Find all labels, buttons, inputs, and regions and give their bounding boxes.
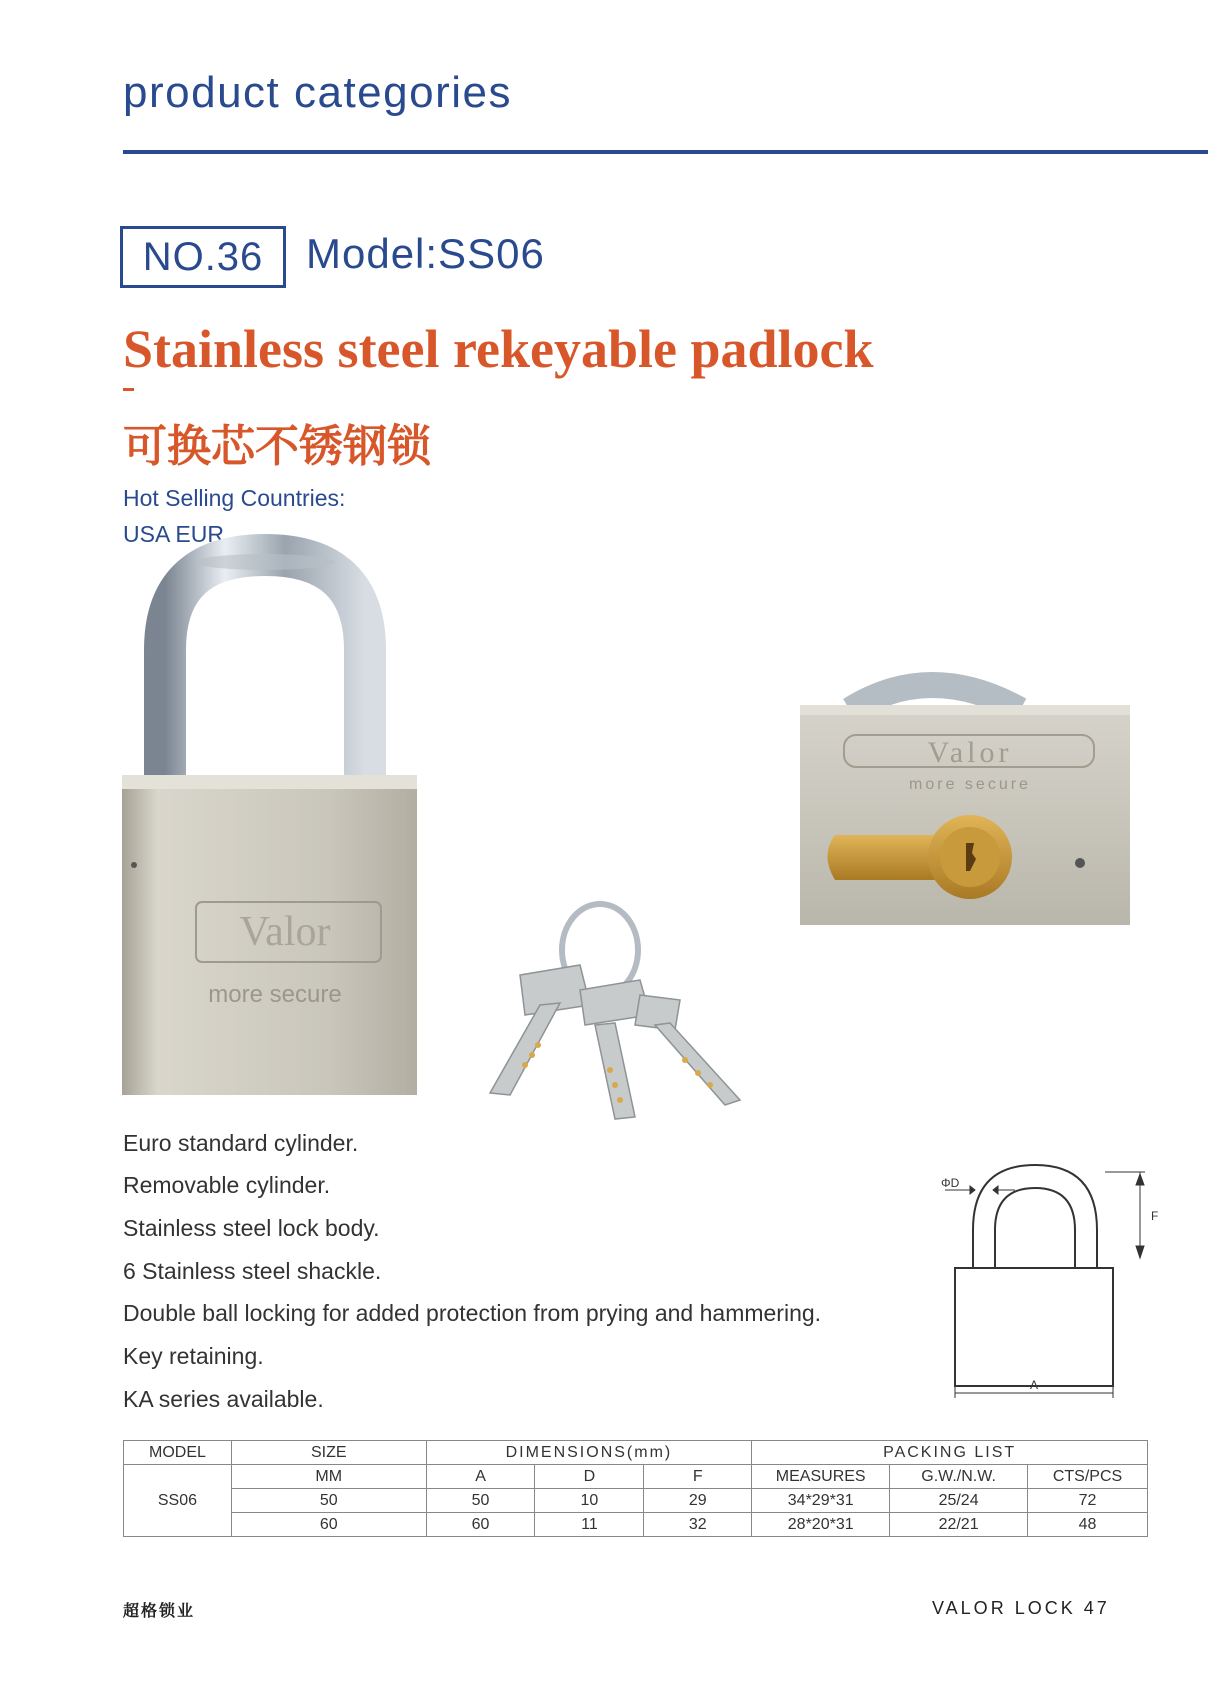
table-row xyxy=(124,1489,1148,1513)
cell-model: SS06 xyxy=(124,1465,232,1537)
subheader-cts: CTS/PCS xyxy=(1028,1465,1148,1489)
feature-item: Removable cylinder. xyxy=(123,1172,331,1198)
padlock-back-photo xyxy=(780,655,1170,955)
front-slogan: more secure xyxy=(208,981,342,1008)
cell-cts: 72 xyxy=(1028,1489,1148,1513)
title-dash xyxy=(123,388,134,391)
cell-d: 10 xyxy=(535,1489,644,1513)
header-divider xyxy=(123,150,1208,154)
subheader-a: A xyxy=(426,1465,535,1489)
table-row xyxy=(124,1513,1148,1537)
subheader-d: D xyxy=(535,1465,644,1489)
hot-selling-label: Hot Selling Countries: xyxy=(123,485,346,511)
cell-cts: 48 xyxy=(1028,1513,1148,1537)
subheader-gw: G.W./N.W. xyxy=(890,1465,1028,1489)
feature-item: Euro standard cylinder. xyxy=(123,1130,359,1156)
footer-company-name: 超格锁业 xyxy=(123,1603,196,1620)
product-title-en: Stainless steel rekeyable padlock xyxy=(123,319,874,379)
header-size: SIZE xyxy=(231,1441,426,1465)
feature-item: 6 Stainless steel shackle. xyxy=(123,1258,382,1284)
cell-mm: 50 xyxy=(231,1489,426,1513)
cell-a: 50 xyxy=(426,1489,535,1513)
header-packing: PACKING LIST xyxy=(752,1441,1148,1465)
table-subheader-row xyxy=(124,1465,1148,1489)
feature-item: KA series available. xyxy=(123,1386,324,1412)
cell-mm: 60 xyxy=(231,1513,426,1537)
keys-photo xyxy=(470,895,770,1130)
product-model: Model:SS06 xyxy=(306,230,545,277)
feature-item: Double ball locking for added protection from prying and hammering. xyxy=(123,1300,822,1326)
subheader-f: F xyxy=(644,1465,752,1489)
diagram-label-f: F xyxy=(1151,1209,1159,1223)
header-model: MODEL xyxy=(124,1441,232,1465)
cell-a: 60 xyxy=(426,1513,535,1537)
cell-measures: 34*29*31 xyxy=(752,1489,890,1513)
diagram-label-a: A xyxy=(1030,1378,1039,1392)
section-title: product categories xyxy=(123,68,512,117)
subheader-measures: MEASURES xyxy=(752,1465,890,1489)
table-header-row xyxy=(124,1441,1148,1465)
cell-d: 11 xyxy=(535,1513,644,1537)
back-brand-logo: Valor xyxy=(927,736,1013,769)
front-brand-logo: Valor xyxy=(239,909,331,955)
back-slogan: more secure xyxy=(909,776,1031,793)
hot-selling-countries: USA EUR xyxy=(123,521,224,547)
product-title-cn: 可换芯不锈钢锁 xyxy=(123,421,431,472)
cell-f: 32 xyxy=(644,1513,752,1537)
cell-measures: 28*20*31 xyxy=(752,1513,890,1537)
diagram-label-d: ΦD xyxy=(941,1176,960,1190)
feature-item: Key retaining. xyxy=(123,1343,264,1369)
product-number-badge: NO.36 xyxy=(120,226,286,288)
footer-brand-page: VALOR LOCK 47 xyxy=(932,1598,1110,1618)
cell-gw: 25/24 xyxy=(890,1489,1028,1513)
subheader-mm: MM xyxy=(231,1465,426,1489)
feature-item: Stainless steel lock body. xyxy=(123,1215,380,1241)
spec-table xyxy=(123,1440,1148,1537)
padlock-front-photo xyxy=(110,540,450,1100)
cell-f: 29 xyxy=(644,1489,752,1513)
cell-gw: 22/21 xyxy=(890,1513,1028,1537)
header-dimensions: DIMENSIONS(mm) xyxy=(426,1441,752,1465)
dimension-diagram xyxy=(925,1150,1159,1400)
